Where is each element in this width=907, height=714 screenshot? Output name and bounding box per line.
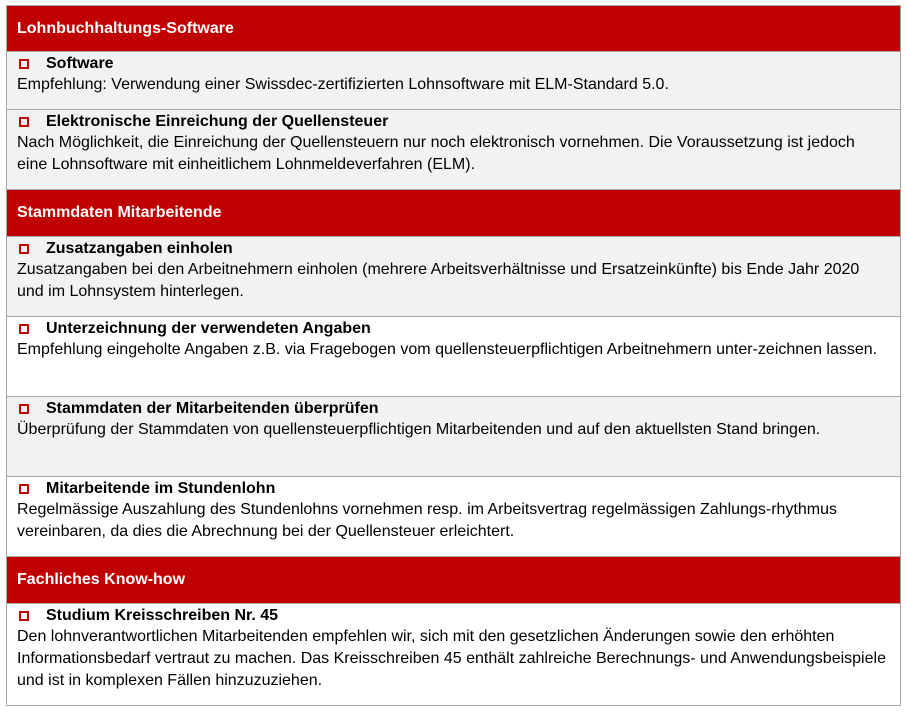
checklist-item-stundenlohn	[7, 477, 900, 557]
checklist-item-zusatzangaben	[7, 237, 900, 317]
item-title: Studium Kreisschreiben Nr. 45	[46, 607, 279, 624]
item-title: Elektronische Einreichung der Quellensteuer	[46, 113, 389, 130]
item-title: Mitarbeitende im Stundenlohn	[46, 480, 276, 497]
checkbox-icon[interactable]	[19, 244, 29, 254]
item-text: Empfehlung: Verwendung einer Swissdec-zertifizierten Lohnsoftware mit ELM-Standard 5.0.	[17, 76, 669, 93]
item-text: Den lohnverantwortlichen Mitarbeitenden empfehlen wir, sich mit den gesetzlichen Änderungen sowie den erhöhten Informationsbedarf vertraut zu machen. Das Kreisschreiben 45 enthält zahlreiche Berechnungs- und Anwendungsbeispiele und ist in komplexen Fällen hinzuzuziehen.	[17, 628, 886, 689]
checklist-item-unterzeichnung	[7, 317, 900, 397]
section-header-stammdaten	[7, 190, 900, 237]
section-title: Fachliches Know-how	[17, 571, 186, 588]
checklist-item-stammdaten-ueberpruefen	[7, 397, 900, 477]
item-title: Zusatzangaben einholen	[46, 240, 233, 257]
section-header-lohnbuchhaltung	[7, 6, 900, 52]
checkbox-icon[interactable]	[19, 117, 29, 127]
item-title: Stammdaten der Mitarbeitenden überprüfen	[46, 400, 379, 417]
item-text: Regelmässige Auszahlung des Stundenlohns vornehmen resp. im Arbeitsvertrag regelmässigen Zahlungs-rhythmus vereinbaren, da dies die Abrechnung bei der Quellensteuer erleichtert.	[17, 501, 837, 540]
item-text: Empfehlung eingeholte Angaben z.B. via Fragebogen vom quellensteuerpflichtigen Arbeitnehmern unter-zeichnen lassen.	[17, 341, 878, 358]
section-title: Lohnbuchhaltungs-Software	[17, 19, 234, 37]
item-text: Nach Möglichkeit, die Einreichung der Quellensteuern nur noch elektronisch vornehmen. Die Voraussetzung ist jedoch eine Lohnsoftware mit einheitlichem Lohnmeldeverfahren (ELM).	[17, 134, 855, 173]
checkbox-icon[interactable]	[19, 324, 29, 334]
checklist-item-kreisschreiben	[7, 604, 900, 705]
section-header-fachliches-know-how	[7, 557, 900, 604]
item-text: Überprüfung der Stammdaten von quellensteuerpflichtigen Mitarbeitenden und auf den aktuellsten Stand bringen.	[17, 421, 821, 438]
item-text: Zusatzangaben bei den Arbeitnehmern einholen (mehrere Arbeitsverhältnisse und Ersatzeinkünfte) bis Ende Jahr 2020 und im Lohnsystem hinterlegen.	[17, 261, 860, 300]
item-title: Software	[46, 55, 114, 72]
section-title: Stammdaten Mitarbeitende	[17, 204, 222, 221]
checkbox-icon[interactable]	[19, 404, 29, 414]
checklist-item-elektronische-einreichung	[7, 110, 900, 190]
item-title: Unterzeichnung der verwendeten Angaben	[46, 320, 371, 337]
checkbox-icon[interactable]	[19, 484, 29, 494]
checkbox-icon[interactable]	[19, 611, 29, 621]
checkbox-icon[interactable]	[19, 59, 29, 69]
checklist-table	[6, 5, 901, 706]
checklist-item-software	[7, 52, 900, 110]
